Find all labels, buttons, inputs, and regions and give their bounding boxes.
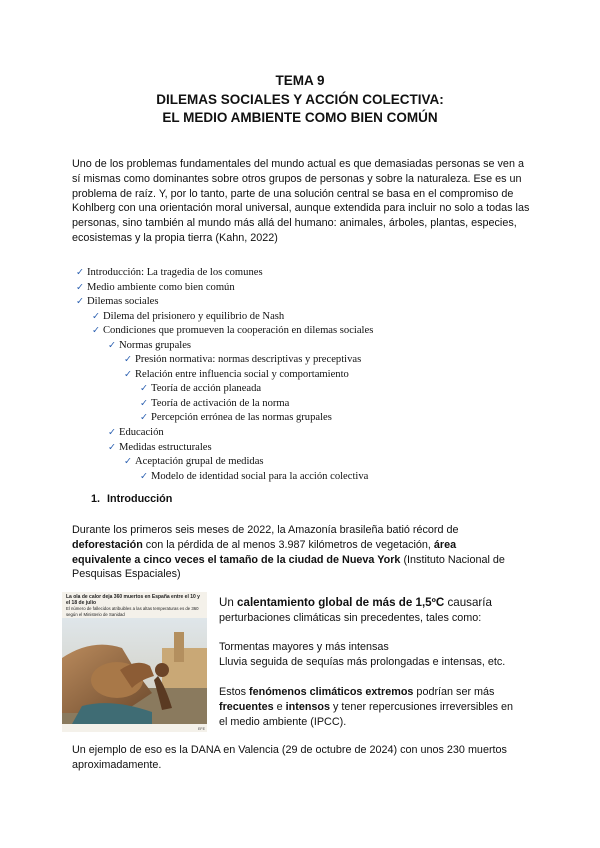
toc-item: ✓ Educación — [108, 427, 164, 439]
toc-item: ✓ Teoría de acción planeada — [140, 383, 262, 395]
check-icon: ✓ — [124, 354, 132, 366]
check-icon: ✓ — [76, 281, 84, 293]
check-icon: ✓ — [140, 383, 148, 395]
toc-item: ✓ Teoría de activación de la norma — [140, 397, 290, 409]
toc-item: ✓ Medio ambiente como bien común — [76, 281, 235, 293]
check-icon: ✓ — [108, 427, 116, 439]
page-title-line-1: TEMA 9 — [275, 73, 325, 88]
check-icon: ✓ — [140, 412, 148, 424]
toc-item: ✓ Presión normativa: normas descriptivas y preceptivas — [124, 354, 362, 366]
toc-item: ✓ Medidas estructurales — [108, 441, 212, 453]
dana-paragraph: Un ejemplo de eso es la DANA en Valencia (29 de octubre de 2024) con unos 230 muertos aproximadamente. — [72, 744, 507, 771]
toc-item: ✓ Dilema del prisionero y equilibrio de Nash — [92, 310, 285, 322]
toc-item: ✓ Introducción: La tragedia de los comunes — [76, 267, 263, 278]
toc-item: ✓ Condiciones que promueven la cooperación en dilemas sociales — [92, 325, 374, 337]
section-title: Introducción — [107, 493, 173, 505]
toc-item: ✓ Dilemas sociales — [76, 296, 159, 308]
toc-item: ✓ Normas grupales — [108, 339, 192, 351]
section-number: 1. — [91, 493, 101, 505]
check-icon: ✓ — [124, 368, 132, 380]
extreme-events-paragraph: Estos fenómenos climáticos extremos podrían ser más frecuentes e intensos y tener repercusiones irreversibles en el medio ambiente (IPCC). — [219, 686, 514, 728]
toc-item: ✓ Aceptación grupal de medidas — [124, 456, 264, 468]
check-icon: ✓ — [140, 470, 148, 482]
check-icon: ✓ — [76, 267, 84, 278]
toc-item: ✓ Modelo de identidad social para la acción colectiva — [140, 470, 369, 482]
check-icon: ✓ — [140, 397, 148, 409]
heatwave-fountain-photo — [62, 618, 207, 724]
effects-list-item: Tormentas mayores y más intensas — [219, 641, 389, 653]
table-of-contents — [76, 266, 536, 484]
toc-item: ✓ Relación entre influencia social y comportamiento — [124, 368, 349, 380]
news-clipping-image — [62, 592, 207, 732]
check-icon: ✓ — [108, 441, 116, 453]
check-icon: ✓ — [92, 325, 100, 337]
check-icon: ✓ — [124, 456, 132, 468]
effects-list-item: Lluvia seguida de sequías más prolongadas e intensas, etc. — [219, 655, 506, 668]
news-clipping-text: La ola de calor deja 360 muertos en España entre el 10 y el 18 de julio El número de fallecidos atribuibles a las altas temperaturas es de 360 según el Ministerio de Sanidad — [66, 594, 200, 617]
check-icon: ✓ — [76, 296, 84, 308]
warming-paragraph: Un calentamiento global de más de 1,5ºC causaría perturbaciones climáticas sin precedentes, tales como: — [219, 596, 492, 624]
toc-item: ✓ Percepción errónea de las normas grupales — [140, 412, 332, 424]
photo-credit: EFE — [198, 727, 205, 731]
section-heading — [91, 493, 172, 505]
amazon-paragraph: Durante los primeros seis meses de 2022, la Amazonía brasileña batió récord de deforestación con la pérdida de al menos 3.987 kilómetros de vegetación, área equivalente a cinco veces el tamaño de la ciudad de Nueva York (Instituto Nacional de Pesquisas Espaciales) — [72, 524, 505, 581]
page-title-line-2: DILEMAS SOCIALES Y ACCIÓN COLECTIVA: — [156, 92, 444, 107]
intro-paragraph: Uno de los problemas fundamentales del mundo actual es que demasiadas personas se ven a sí mismas como dominantes sobre otros grupos de personas y sobre la naturaleza. Ese es un problema de raíz. Y, por lo tanto, parte de una solución central se basa en el compromiso de Kohlberg con una orientación moral universal, aunque extendida para incluir no solo a todas las personas, sino también al mundo más allá del humano: animales, árboles, plantas, especies, ecosistemas y la propia tierra (Kahn, 2022) — [72, 158, 530, 244]
page-title-line-3: EL MEDIO AMBIENTE COMO BIEN COMÚN — [162, 110, 438, 125]
check-icon: ✓ — [108, 339, 116, 351]
effects-list — [219, 640, 539, 670]
check-icon: ✓ — [92, 310, 100, 322]
